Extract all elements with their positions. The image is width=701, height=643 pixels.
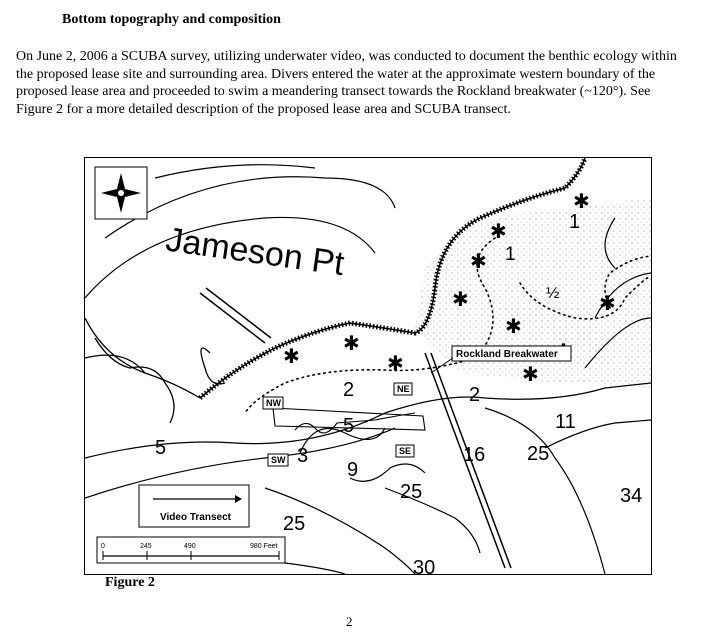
depth-label: 25 bbox=[400, 481, 423, 503]
corner-ne: NE bbox=[397, 384, 410, 394]
svg-text:✱: ✱ bbox=[505, 316, 522, 338]
svg-text:✱: ✱ bbox=[470, 251, 487, 273]
corner-labels bbox=[263, 383, 414, 466]
depth-label: 11 bbox=[555, 411, 576, 433]
svg-text:✱: ✱ bbox=[283, 346, 300, 368]
depth-label: 5 bbox=[343, 415, 355, 437]
depth-label: 3 bbox=[297, 445, 309, 467]
corner-nw: NW bbox=[266, 398, 281, 408]
depth-label: 5 bbox=[155, 437, 167, 459]
depth-label: 34 bbox=[620, 485, 643, 507]
body-paragraph: On June 2, 2006 a SCUBA survey, utilizing underwater video, was conducted to document the benthic ecology within the proposed lease site and surrounding area. Divers entered the water at the approximate western boundary of the proposed lease area and proceeded to swim a meandering transect towards the Rockland breakwater (~120°). See Figure 2 for a more detailed description of the proposed lease area and SCUBA transect. bbox=[16, 49, 677, 117]
map-legend bbox=[139, 485, 249, 527]
place-name: Jameson Pt bbox=[163, 220, 347, 284]
page-number: 2 bbox=[346, 614, 353, 629]
breakwater-label: Rockland Breakwater bbox=[456, 349, 558, 360]
svg-text:✱: ✱ bbox=[573, 191, 590, 213]
depth-label: 9 bbox=[347, 459, 359, 481]
scale-tick: 490 bbox=[184, 543, 196, 550]
scale-bar bbox=[97, 537, 285, 563]
depth-label: ½ bbox=[546, 285, 560, 302]
depth-label: 25 bbox=[527, 443, 550, 465]
svg-text:✱: ✱ bbox=[452, 289, 469, 311]
depth-label: 25 bbox=[283, 513, 306, 535]
scale-tick: 980 Feet bbox=[250, 543, 278, 550]
svg-text:✱: ✱ bbox=[387, 353, 404, 375]
depth-label: 30 bbox=[413, 557, 436, 574]
corner-se: SE bbox=[399, 446, 412, 456]
figure-caption: Figure 2 bbox=[105, 575, 155, 590]
svg-text:✱: ✱ bbox=[490, 221, 507, 243]
depth-label: 2 bbox=[469, 384, 481, 406]
map-svg bbox=[85, 158, 651, 574]
scale-tick: 0 bbox=[101, 543, 105, 550]
compass-rose-icon bbox=[95, 167, 147, 219]
svg-text:✱: ✱ bbox=[343, 333, 360, 355]
corner-sw: SW bbox=[271, 455, 286, 465]
section-heading: Bottom topography and composition bbox=[62, 12, 281, 27]
figure-map bbox=[84, 157, 652, 575]
depth-label: 2 bbox=[343, 379, 355, 401]
depth-label: 16 bbox=[463, 444, 486, 466]
scale-tick: 245 bbox=[140, 543, 152, 550]
svg-text:✱: ✱ bbox=[522, 364, 539, 386]
depth-label: 1 bbox=[569, 211, 581, 233]
legend-label: Video Transect bbox=[160, 512, 231, 523]
depth-label: 1 bbox=[505, 244, 516, 265]
svg-text:✱: ✱ bbox=[599, 293, 616, 315]
pier bbox=[200, 288, 271, 343]
